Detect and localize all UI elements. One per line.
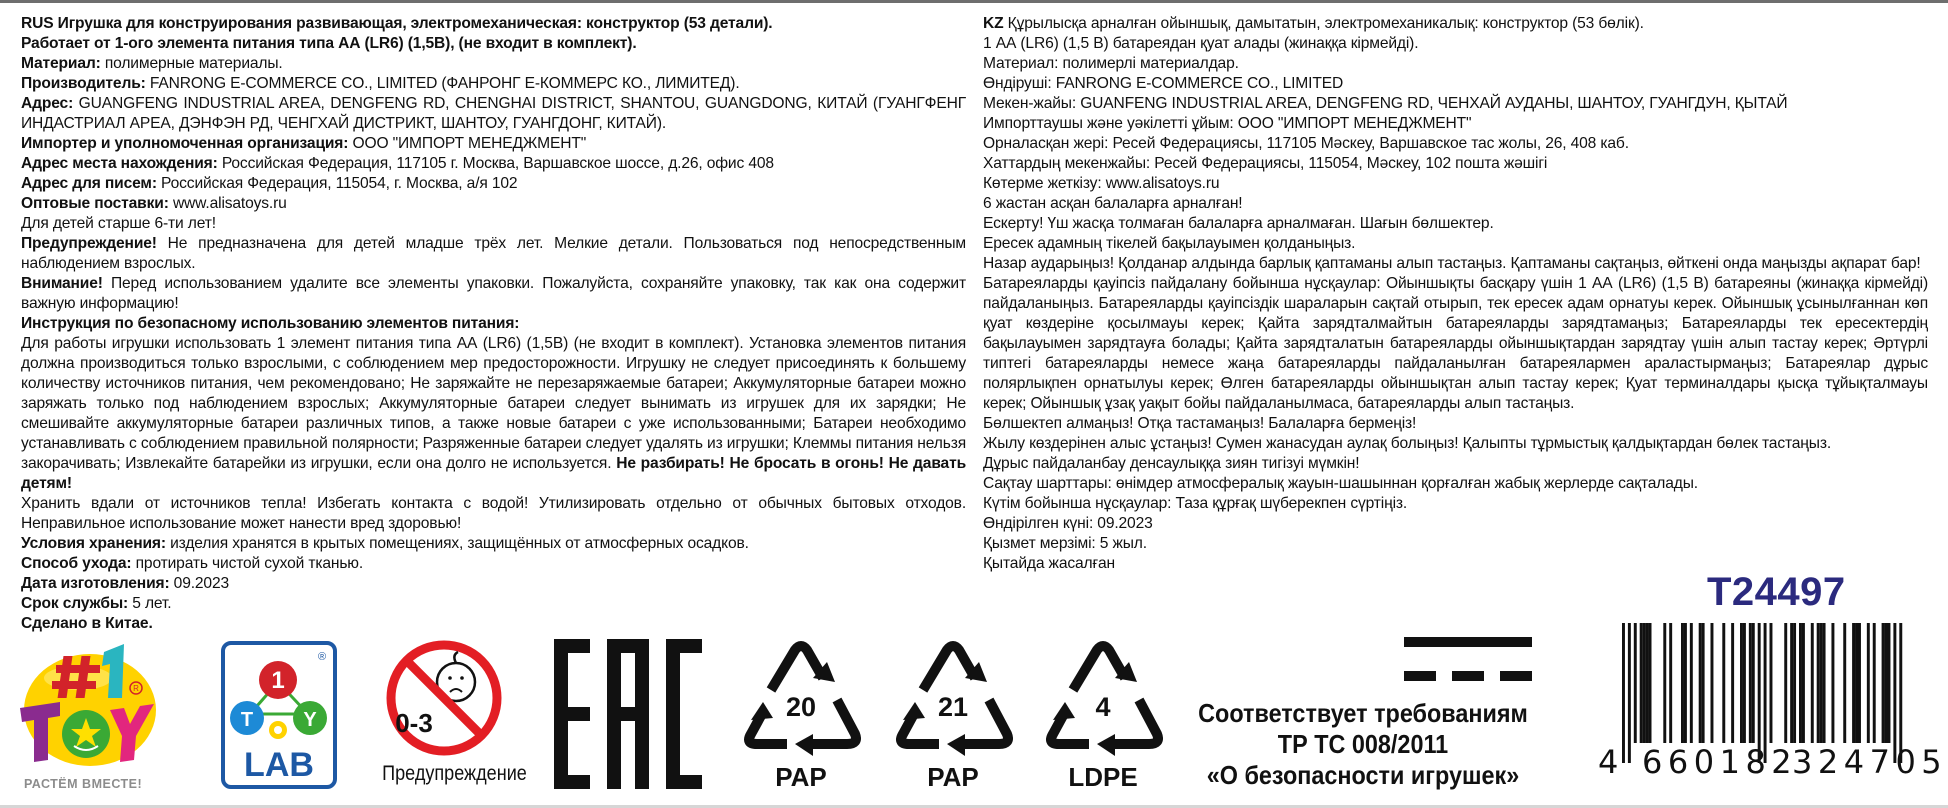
field-value: ООО "ИМПОРТ МЕНЕДЖМЕНТ": [348, 135, 587, 152]
field-label: Срок службы:: [21, 595, 129, 612]
field-value: Не предназначена для детей младше трёх лет. Мелкие детали. Пользоваться под непосредственным наблюдением взрослых.: [21, 235, 966, 272]
recycling-material: PAP: [775, 762, 827, 792]
text-line: [983, 454, 1928, 474]
text-line: [983, 174, 1928, 194]
recycling-code: 21: [937, 692, 969, 722]
text-line: [983, 134, 1928, 154]
svg-text:Y: Y: [303, 709, 317, 731]
text-line: [983, 514, 1928, 534]
field-label: Предупреждение!: [21, 235, 157, 252]
field-label: KZ: [983, 15, 1004, 32]
svg-text:LAB: LAB: [244, 746, 314, 784]
field-label: Способ ухода:: [21, 555, 132, 572]
recycling-code: 20: [785, 692, 817, 722]
field-value: Өндіруші: FANRONG E-COMMERCE CO., LIMITED: [983, 75, 1344, 92]
field-value: Сақтау шарттары: өнімдер атмосфералық жауын-шашыннан қорғалған жабық жерлерде сақталады.: [983, 475, 1698, 492]
field-value: Ересек адамның тікелей бақылауымен қолданыңыз.: [983, 235, 1356, 252]
text-line: [21, 134, 966, 154]
dc-current-icon: [1404, 637, 1534, 687]
field-value: Өндірілген күні: 09.2023: [983, 515, 1153, 532]
text-line: [983, 54, 1928, 74]
recycling-material: LDPE: [1068, 762, 1138, 792]
recycling-code: 4: [1095, 692, 1111, 722]
recycling-symbol-21: [893, 640, 1013, 790]
field-value: Дұрыс пайдаланбау денсаулыққа зиян тигізуі мүмкін!: [983, 455, 1360, 472]
field-label: Внимание!: [21, 275, 103, 292]
text-line: [21, 214, 966, 234]
text-line: [983, 254, 1928, 274]
text-line: [21, 614, 966, 634]
text-line: [983, 14, 1928, 34]
field-label: Условия хранения:: [21, 535, 166, 552]
text-line: [21, 194, 966, 214]
field-value: Российская Федерация, 115054, г. Москва, а/я 102: [156, 175, 518, 192]
field-label: Адрес места нахождения:: [21, 155, 218, 172]
field-value: Назар аударыңыз! Қолданар алдында барлық қаптаманы алып тастаңыз. Қаптаманы сақтаңыз, өйткені онда маңызды ақпарат бар!: [983, 255, 1921, 272]
field-value: Хаттардың мекенжайы: Ресей Федерациясы, 115054, Мәскеу, 102 пошта жәшігі: [983, 155, 1548, 172]
text-line: [21, 314, 966, 334]
battery-warning-bold: Не разбирать! Не бросать в огонь! Не давать детям!: [21, 455, 967, 492]
field-label: Работает от 1-ого элемента питания типа АА (LR6) (1,5В), (не входит в комплект).: [21, 35, 637, 52]
text-line: [21, 34, 966, 54]
field-label: Материал:: [21, 55, 101, 72]
field-value: FANRONG E-COMMERCE CO., LIMITED (ФАНРОНГ Е-КОММЕРС КО., ЛИМИТЕД).: [145, 75, 740, 92]
text-line: [21, 54, 966, 74]
text-line: [983, 434, 1928, 454]
text-line: [983, 414, 1928, 434]
text-line: [21, 234, 966, 274]
text-line: [21, 554, 966, 574]
no-children-under-3-icon: [372, 640, 517, 760]
field-value: полимерные материалы.: [100, 55, 283, 72]
svg-text:®: ®: [317, 651, 327, 663]
field-value: Жылу көздерінен алыс ұстаңыз! Сумен жанасудан аулақ болыңыз! Қалыпты тұрмыстық қалдықтардан бөлек тастаңыз.: [983, 435, 1832, 452]
field-value: Батареяларды қауіпсіз пайдалану бойынша нұсқаулар: Ойыншықты басқару үшін 1 АА (LR6) (1,5 В) батареяны (жинаққа кірмейді) пайдаланыңыз. Батареяларды қауіпсіздік шараларын сақтай отырып, тек ересек адам орнатуы керек. Ойыншық ұсынылғаннан көп қуат көздеріне қосылмауы керек; Қайта зарядталмайтын батареяларды зарядтамаңыз; Батареяларды тек ересектердің бақылауымен зарядтауға болады; Қайта зарядталатын батареяларды ойыншықтардан зарядтау үшін алып тастау керек; Әртүрлі типтегі батареяларды немесе жаңа батареяларды пайдаланылған батареялармен араластырмаңыз; Батареялар дұрыс полярлықпен орнатылуы керек; Өлген батареяларды ойыншықтан алып тастау керек; Қуат терминалдары қысқа тұйықталмауы керек; Ойыншық ұзақ уақыт бойы пайдаланылмаса, батареяларды алып тастаңыз.: [983, 275, 1928, 412]
field-value: Бөлшектеп алмаңыз! Отқа тастамаңыз! Балаларға бермеңіз!: [983, 415, 1417, 432]
ean13-barcode: 4 660182 324705: [1598, 623, 1930, 773]
top-border: [0, 0, 1948, 3]
field-label: Производитель:: [21, 75, 146, 92]
russian-text-column: [21, 14, 966, 634]
text-line: [983, 274, 1928, 414]
text-line: [21, 594, 966, 614]
svg-text:T: T: [240, 709, 254, 731]
svg-text:1: 1: [271, 667, 285, 694]
field-value: Российская Федерация, 117105 г. Москва, Варшавское шоссе, д.26, офис 408: [217, 155, 774, 172]
field-value: Ескерту! Үш жасқа толмаған балаларға арналмаған. Шағын бөлшектер.: [983, 215, 1494, 232]
recycling-symbol-4: [1043, 640, 1163, 790]
text-line: [983, 234, 1928, 254]
text-line: [983, 94, 1928, 114]
field-value: 5 лет.: [128, 595, 172, 612]
text-line: [21, 174, 966, 194]
field-label: Дата изготовления:: [21, 575, 170, 592]
field-value: Қызмет мерзімі: 5 жыл.: [983, 535, 1147, 552]
text-line: [21, 494, 966, 534]
field-value: www.alisatoys.ru: [168, 195, 287, 212]
text-line: [983, 194, 1928, 214]
sku-code: T24497: [1707, 570, 1846, 614]
recycling-material: PAP: [927, 762, 979, 792]
field-value: Қытайда жасалған: [983, 555, 1115, 572]
direct-current-symbol: [1404, 637, 1534, 687]
field-value: 1 АА (LR6) (1,5 В) батареядан қуат алады (жинаққа кірмейді).: [983, 35, 1419, 52]
field-value: Перед использованием удалите все элементы упаковки. Пожалуйста, сохраняйте упаковку, так как она содержит важную информацию!: [21, 275, 966, 312]
kazakh-text-column: [983, 14, 1928, 574]
toy-brand-logo: [18, 638, 158, 796]
field-value: Для детей старше 6-ти лет!: [21, 215, 216, 232]
age-warning-caption: Предупреждение: [382, 762, 527, 785]
field-label: Инструкция по безопасному использованию элементов питания:: [21, 315, 520, 332]
field-value: Импорттаушы және уәкілетті ұйым: ООО "ИМПОРТ МЕНЕДЖМЕНТ": [983, 115, 1472, 132]
field-label: Адрес:: [21, 95, 74, 112]
toy-lab-icon: [220, 640, 338, 790]
field-label: Сделано в Китае.: [21, 615, 153, 632]
toy-brand-tagline: РАСТЁМ ВМЕСТЕ!: [24, 777, 143, 791]
field-value: Орналасқан жері: Ресей Федерациясы, 117105 Мәскеу, Варшавское тас жолы, 26, 408 каб.: [983, 135, 1629, 152]
field-value: 6 жастан асқан балаларға арналған!: [983, 195, 1243, 212]
field-label: RUS Игрушка для конструирования развивающая, электромеханическая: конструктор (53 детали).: [21, 15, 773, 32]
text-line: [983, 214, 1928, 234]
text-line: [21, 154, 966, 174]
field-value: изделия хранятся в крытых помещениях, защищённых от атмосферных осадков.: [165, 535, 749, 552]
eac-certification-mark: [552, 637, 704, 791]
text-line: [21, 534, 966, 554]
text-line: [983, 494, 1928, 514]
field-value: 09.2023: [169, 575, 229, 592]
text-line: [983, 154, 1928, 174]
svg-text:R: R: [133, 684, 139, 693]
field-label: Оптовые поставки:: [21, 195, 169, 212]
toy-lab-logo: [220, 640, 338, 790]
field-value: Күтім бойынша нұсқаулар: Таза құрғақ шүберекпен сүртіңіз.: [983, 495, 1408, 512]
text-line: [21, 94, 966, 134]
field-value: Құрылысқа арналған ойыншық, дамытатын, электромеханикалық: конструктор (53 бөлік).: [1003, 15, 1644, 32]
text-line: [21, 14, 966, 34]
battery-instructions: Для работы игрушки использовать 1 элемент питания типа АА (LR6) (1,5В) (не входит в комплект). Установка элементов питания должна производиться только взрослыми, с соблюдением мер предосторожности. Игрушку не следует присоединять к большему количеству источников питания, чем рекомендовано; Не заряжайте не перезаряжаемые батареи; Аккумуляторные батареи можно заряжать только под наблюдением взрослых; Аккумуляторные батареи следует вынимать из игрушек для их зарядки; Не смешивайте аккумуляторные батареи различных типов, а также новые батареи с уже использованными; Батареи необходимо устанавливать с соблюдением правильной полярности; Разряженные батареи следует удалять из игрушки; Клеммы питания нельзя закорачивать; Извлекайте батарейки из игрушки, если она долго не используется. Не разбирать! Не бросать в огонь! Не давать детям!: [21, 335, 967, 492]
text-line: [983, 534, 1928, 554]
field-value: Материал: полимерлі материалдар.: [983, 55, 1239, 72]
age-warning-logo: [372, 640, 527, 790]
field-value: GUANGFENG INDUSTRIAL AREA, DENGFENG RD, CHENGHAI DISTRICT, SHANTOU, GUANGDONG, КИТАЙ (ГУАНГФЕНГ ИНДАСТРИАЛ АРЕА, ДЭНФЭН РД, ЧЕНГХАЙ ДИСТРИКТ, ШАНТОУ, ГУАНГДОНГ, КИТАЙ).: [21, 95, 966, 132]
svg-text:0-3: 0-3: [395, 708, 433, 738]
text-line: [21, 574, 966, 594]
text-line: [983, 74, 1928, 94]
field-label: Импортер и уполномоченная организация:: [21, 135, 349, 152]
field-value: Мекен-жайы: GUANFENG INDUSTRIAL AREA, DENGFENG RD, ЧЕНХАЙ АУДАНЫ, ШАНТОУ, ГУАНГДУН, ҚЫТАЙ: [983, 95, 1788, 112]
text-line: [21, 274, 966, 314]
text-line: [983, 474, 1928, 494]
conformity-statement: Соответствует требованиям ТР ТС 008/2011 «О безопасности игрушек»: [1198, 698, 1528, 790]
toy-brand-icon: [18, 638, 158, 776]
recycling-symbol-20: [741, 640, 861, 790]
field-value: Көтерме жеткізу: www.alisatoys.ru: [983, 175, 1220, 192]
text-line: [983, 114, 1928, 134]
text-line: [21, 74, 966, 94]
field-label: Адрес для писем:: [21, 175, 157, 192]
field-value: Хранить вдали от источников тепла! Избегать контакта с водой! Утилизировать отдельно от обычных бытовых отходов. Неправильное использование может нанести вред здоровью!: [21, 495, 966, 532]
eac-icon: [552, 637, 704, 791]
field-value: протирать чистой сухой тканью.: [131, 555, 364, 572]
text-line: [983, 34, 1928, 54]
